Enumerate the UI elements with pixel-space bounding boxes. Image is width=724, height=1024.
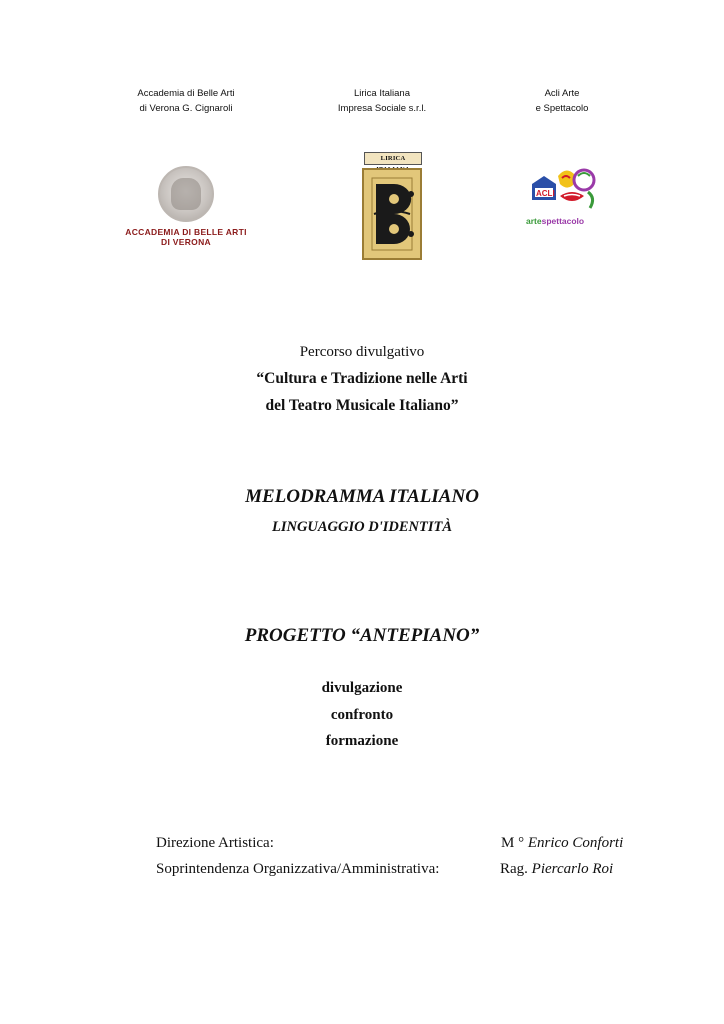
acli-logo-text-part2: spettacolo	[541, 216, 585, 226]
project-keyword: formazione	[325, 733, 399, 749]
header-accademia-line2: di Verona G. Cignaroli	[139, 103, 233, 114]
direzione-prefix: M °	[501, 835, 528, 851]
lirica-italiana-emblem-icon	[362, 168, 422, 260]
header-acli-line1: Acli Arte	[544, 88, 580, 99]
lirica-logo-tag: LIRICA	[364, 152, 422, 165]
direzione-label: Direzione Artistica:	[156, 835, 274, 851]
acli-logo	[526, 166, 602, 228]
header-lirica	[282, 86, 482, 116]
header-accademia-line1: Accademia di Belle Arti	[137, 88, 235, 99]
lirica-logo	[362, 152, 422, 262]
project-heading: PROGETTO “ANTEPIANO”	[244, 625, 480, 646]
direzione-name: Enrico Conforti	[527, 835, 624, 851]
acli-arte-spettacolo-icon	[526, 166, 602, 216]
soprintendenza-value	[500, 861, 613, 878]
soprintendenza-name: Piercarlo Roi	[531, 861, 614, 877]
header-acli	[462, 86, 662, 116]
percorso-title-line2: del Teatro Musicale Italiano”	[265, 397, 459, 414]
svg-text:ACLI: ACLI	[536, 189, 555, 198]
main-heading: MELODRAMMA ITALIANO	[245, 486, 479, 507]
soprintendenza-label: Soprintendenza Organizzativa/Amministrativa:	[156, 861, 440, 877]
acli-logo-text-part1: arte	[526, 216, 542, 226]
soprintendenza-prefix: Rag.	[500, 861, 532, 877]
acli-logo-text	[526, 216, 602, 226]
header-lirica-line2: Impresa Sociale s.r.l.	[337, 103, 427, 114]
header-accademia	[86, 86, 286, 116]
percorso-label: Percorso divulgativo	[299, 344, 425, 360]
project-keyword: divulgazione	[321, 680, 403, 696]
accademia-logo-line1: ACCADEMIA DI BELLE ARTI	[125, 227, 247, 237]
main-subheading: LINGUAGGIO D'IDENTITÀ	[271, 519, 453, 535]
header-lirica-line1: Lirica Italiana	[354, 88, 410, 99]
project-keyword: confronto	[330, 707, 394, 723]
direzione-value	[501, 835, 623, 852]
academy-seal-icon	[158, 166, 214, 222]
accademia-logo-line2: DI VERONA	[161, 237, 211, 247]
accademia-logo	[122, 166, 250, 246]
header-acli-line2: e Spettacolo	[535, 103, 589, 114]
percorso-title-line1: “Cultura e Tradizione nelle Arti	[256, 370, 468, 387]
